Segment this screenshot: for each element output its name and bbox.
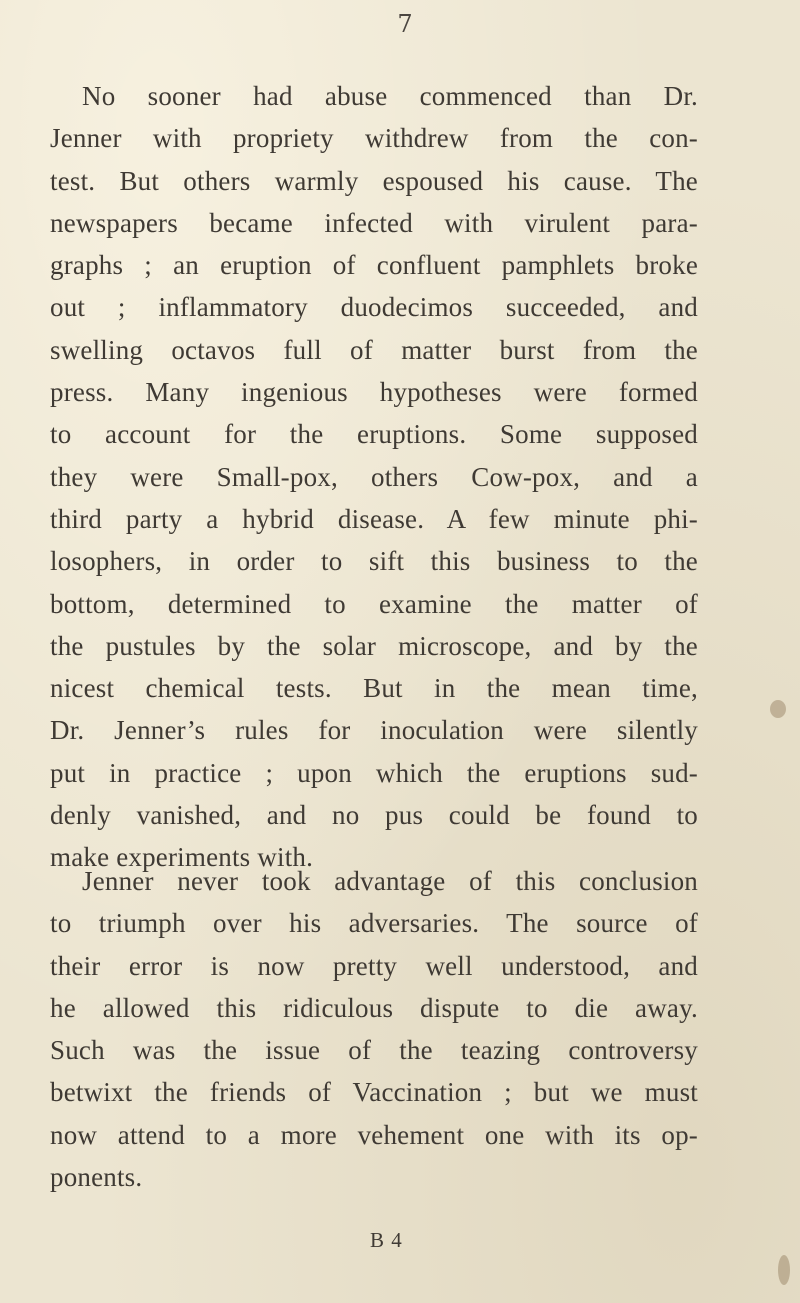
text-line: swelling octavos full of matter burst from the	[50, 334, 698, 365]
text-line: they were Small-pox, others Cow-pox, and a	[50, 461, 698, 492]
text-line: out ; inflammatory duodecimos succeeded, and	[50, 292, 698, 323]
text-line: the pustules by the solar microscope, and by the	[50, 630, 698, 661]
text-line: press. Many ingenious hypotheses were formed	[50, 377, 698, 408]
ink-smudge	[770, 700, 786, 718]
text-line: bottom, determined to examine the matter of	[50, 588, 698, 619]
text-line: ponents.	[50, 1162, 143, 1193]
text-line: graphs ; an eruption of confluent pamphlets broke	[50, 250, 698, 281]
text-line: Dr. Jenner’s rules for inoculation were silently	[50, 715, 698, 746]
text-line: he allowed this ridiculous dispute to die away.	[50, 992, 698, 1023]
text-line: No sooner had abuse commenced than Dr.	[82, 81, 698, 111]
text-line: nicest chemical tests. But in the mean time,	[50, 673, 698, 704]
text-line: Such was the issue of the teazing controversy	[50, 1035, 698, 1066]
text-line: their error is now pretty well understood, and	[50, 950, 698, 981]
page-number: 7	[397, 10, 413, 38]
signature-mark: B 4	[370, 1228, 403, 1252]
text-line: denly vanished, and no pus could be found to	[50, 800, 698, 831]
text-line: betwixt the friends of Vaccination ; but we must	[50, 1077, 698, 1108]
text-line: newspapers became infected with virulent para-	[50, 207, 698, 238]
text-line: Jenner never took advantage of this conclusion	[82, 866, 698, 896]
text-line: test. But others warmly espoused his cause. The	[50, 165, 698, 196]
text-line: Jenner with propriety withdrew from the con-	[50, 123, 698, 154]
ink-smudge	[778, 1255, 790, 1285]
text-line: put in practice ; upon which the eruptions sud-	[50, 757, 698, 788]
paragraph-2	[50, 860, 698, 1198]
text-line: make experiments with.	[50, 842, 314, 873]
text-line: third party a hybrid disease. A few minute phi-	[50, 503, 698, 534]
text-line: to account for the eruptions. Some supposed	[50, 419, 698, 450]
text-line: to triumph over his adversaries. The source of	[50, 908, 698, 939]
paragraph-1	[50, 75, 698, 879]
text-line: now attend to a more vehement one with its op-	[50, 1119, 698, 1150]
text-line: losophers, in order to sift this business to the	[50, 546, 698, 577]
